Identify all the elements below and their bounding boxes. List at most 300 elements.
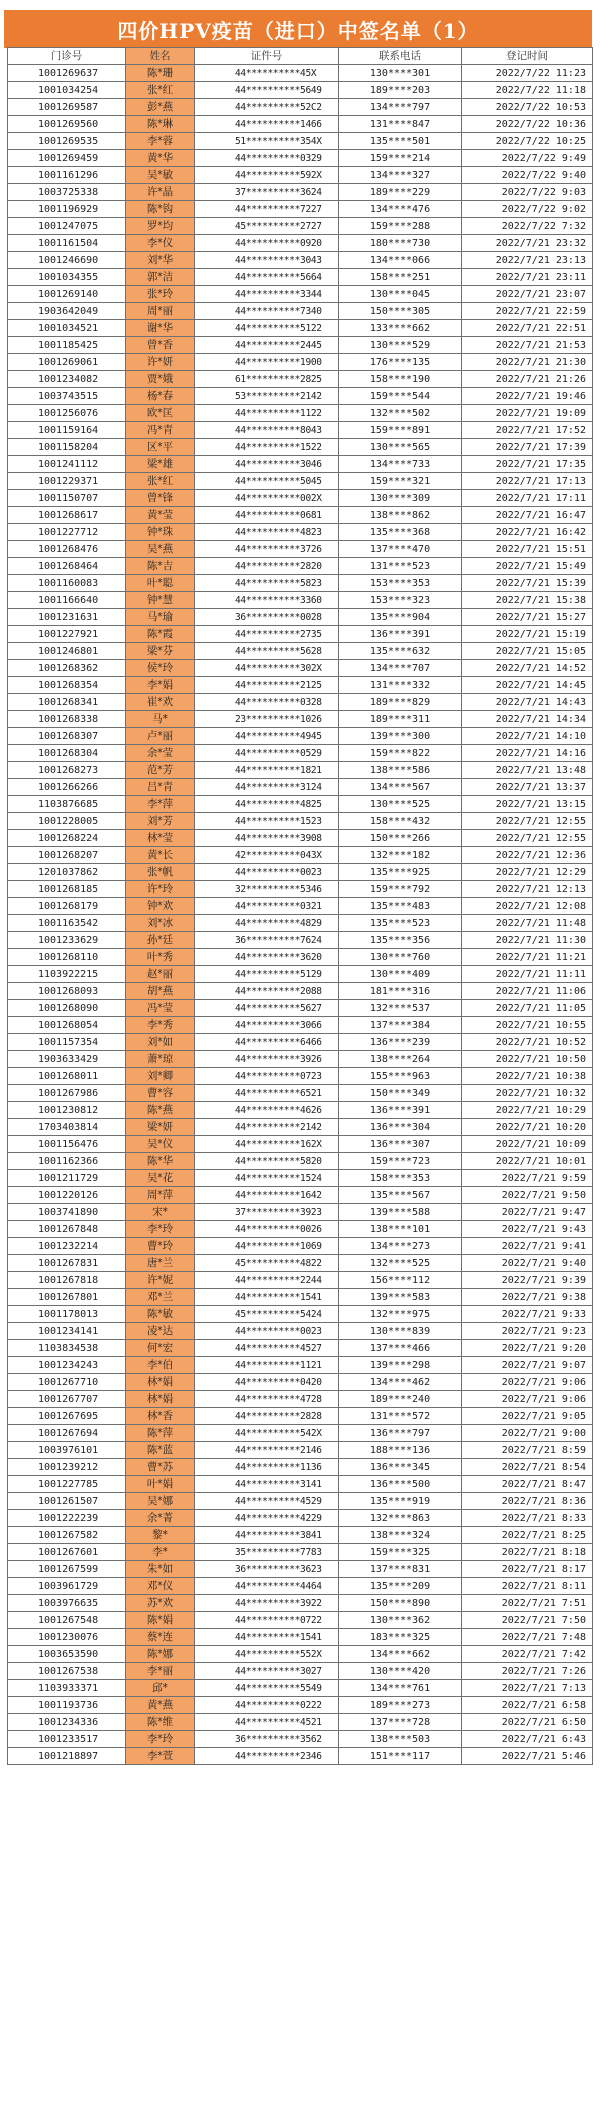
table-row — [8, 1068, 593, 1085]
table-row — [8, 82, 593, 99]
cell-id-no: 44**********3027 — [195, 1663, 339, 1680]
cell-phone: 131****572 — [339, 1408, 462, 1425]
cell-name: 吴*花 — [126, 1170, 195, 1187]
cell-phone: 159****288 — [339, 218, 462, 235]
cell-id-no: 44**********3922 — [195, 1595, 339, 1612]
cell-name: 邓*仪 — [126, 1578, 195, 1595]
cell-reg-time: 2022/7/21 8:11 — [462, 1578, 593, 1595]
cell-name: 黎* — [126, 1527, 195, 1544]
cell-reg-time: 2022/7/21 12:55 — [462, 813, 593, 830]
cell-id-no: 36**********3562 — [195, 1731, 339, 1748]
cell-clinic-no: 1903633429 — [8, 1051, 126, 1068]
cell-phone: 153****323 — [339, 592, 462, 609]
cell-name: 刘*如 — [126, 1034, 195, 1051]
cell-id-no: 44**********3066 — [195, 1017, 339, 1034]
cell-reg-time: 2022/7/21 9:50 — [462, 1187, 593, 1204]
cell-clinic-no: 1001247075 — [8, 218, 126, 235]
cell-clinic-no: 1001246690 — [8, 252, 126, 269]
cell-clinic-no: 1003653590 — [8, 1646, 126, 1663]
cell-reg-time: 2022/7/21 23:32 — [462, 235, 593, 252]
cell-clinic-no: 1001269535 — [8, 133, 126, 150]
header-reg-time: 登记时间 — [462, 48, 593, 65]
cell-reg-time: 2022/7/21 10:50 — [462, 1051, 593, 1068]
cell-id-no: 37**********3923 — [195, 1204, 339, 1221]
cell-reg-time: 2022/7/21 11:30 — [462, 932, 593, 949]
cell-clinic-no: 1001268307 — [8, 728, 126, 745]
cell-phone: 151****117 — [339, 1748, 462, 1765]
cell-name: 黄*华 — [126, 150, 195, 167]
cell-clinic-no: 1001268338 — [8, 711, 126, 728]
cell-id-no: 44**********0420 — [195, 1374, 339, 1391]
cell-phone: 135****483 — [339, 898, 462, 915]
cell-name: 崔*欢 — [126, 694, 195, 711]
cell-clinic-no: 1001267538 — [8, 1663, 126, 1680]
cell-clinic-no: 1001239212 — [8, 1459, 126, 1476]
cell-reg-time: 2022/7/22 10:53 — [462, 99, 593, 116]
cell-name: 谢*华 — [126, 320, 195, 337]
table-row — [8, 1731, 593, 1748]
cell-reg-time: 2022/7/21 17:39 — [462, 439, 593, 456]
cell-phone: 189****240 — [339, 1391, 462, 1408]
cell-id-no: 44**********4521 — [195, 1714, 339, 1731]
cell-name: 朱*如 — [126, 1561, 195, 1578]
cell-id-no: 51**********354X — [195, 133, 339, 150]
cell-phone: 134****476 — [339, 201, 462, 218]
cell-reg-time: 2022/7/21 9:40 — [462, 1255, 593, 1272]
cell-clinic-no: 1001232214 — [8, 1238, 126, 1255]
cell-name: 陈*吉 — [126, 558, 195, 575]
table-row — [8, 473, 593, 490]
table-row — [8, 881, 593, 898]
cell-name: 蔡*连 — [126, 1629, 195, 1646]
cell-phone: 136****500 — [339, 1476, 462, 1493]
cell-name: 李*玲 — [126, 1221, 195, 1238]
cell-clinic-no: 1001268093 — [8, 983, 126, 1000]
cell-phone: 159****822 — [339, 745, 462, 762]
cell-id-no: 23**********1026 — [195, 711, 339, 728]
cell-clinic-no: 1001160083 — [8, 575, 126, 592]
cell-reg-time: 2022/7/21 10:09 — [462, 1136, 593, 1153]
cell-phone: 159****891 — [339, 422, 462, 439]
cell-name: 周*丽 — [126, 303, 195, 320]
cell-id-no: 44**********3841 — [195, 1527, 339, 1544]
cell-phone: 176****135 — [339, 354, 462, 371]
cell-id-no: 44**********5628 — [195, 643, 339, 660]
table-row — [8, 660, 593, 677]
cell-name: 黄*长 — [126, 847, 195, 864]
cell-reg-time: 2022/7/21 11:05 — [462, 1000, 593, 1017]
cell-clinic-no: 1001227921 — [8, 626, 126, 643]
cell-phone: 130****301 — [339, 65, 462, 82]
table-row — [8, 99, 593, 116]
cell-phone: 136****307 — [339, 1136, 462, 1153]
cell-id-no: 44**********45X — [195, 65, 339, 82]
cell-clinic-no: 1001261507 — [8, 1493, 126, 1510]
cell-phone: 138****586 — [339, 762, 462, 779]
cell-reg-time: 2022/7/21 9:41 — [462, 1238, 593, 1255]
cell-id-no: 44**********4626 — [195, 1102, 339, 1119]
cell-id-no: 42**********043X — [195, 847, 339, 864]
cell-name: 林*莹 — [126, 830, 195, 847]
cell-name: 李*仪 — [126, 235, 195, 252]
cell-id-no: 44**********1900 — [195, 354, 339, 371]
cell-phone: 133****662 — [339, 320, 462, 337]
cell-phone: 130****565 — [339, 439, 462, 456]
cell-phone: 139****300 — [339, 728, 462, 745]
cell-id-no: 45**********2727 — [195, 218, 339, 235]
cell-name: 邱* — [126, 1680, 195, 1697]
cell-reg-time: 2022/7/21 10:29 — [462, 1102, 593, 1119]
cell-phone: 139****298 — [339, 1357, 462, 1374]
cell-reg-time: 2022/7/21 14:52 — [462, 660, 593, 677]
cell-clinic-no: 1103876685 — [8, 796, 126, 813]
cell-phone: 158****353 — [339, 1170, 462, 1187]
cell-clinic-no: 1001230076 — [8, 1629, 126, 1646]
cell-id-no: 45**********5424 — [195, 1306, 339, 1323]
cell-id-no: 44**********2820 — [195, 558, 339, 575]
table-row — [8, 286, 593, 303]
cell-phone: 134****462 — [339, 1374, 462, 1391]
cell-clinic-no: 1001268110 — [8, 949, 126, 966]
cell-phone: 138****101 — [339, 1221, 462, 1238]
table-row — [8, 1629, 593, 1646]
cell-name: 李* — [126, 1544, 195, 1561]
cell-id-no: 44**********302X — [195, 660, 339, 677]
table-row — [8, 830, 593, 847]
table-header-row — [8, 48, 593, 65]
cell-name: 吴*燕 — [126, 541, 195, 558]
cell-phone: 132****863 — [339, 1510, 462, 1527]
cell-phone: 134****327 — [339, 167, 462, 184]
cell-name: 区*平 — [126, 439, 195, 456]
cell-reg-time: 2022/7/21 11:21 — [462, 949, 593, 966]
table-row — [8, 847, 593, 864]
cell-id-no: 61**********2825 — [195, 371, 339, 388]
cell-name: 陈*燕 — [126, 1102, 195, 1119]
cell-phone: 134****066 — [339, 252, 462, 269]
cell-id-no: 44**********0722 — [195, 1612, 339, 1629]
cell-id-no: 44**********3926 — [195, 1051, 339, 1068]
cell-id-no: 44**********2125 — [195, 677, 339, 694]
cell-clinic-no: 1001266266 — [8, 779, 126, 796]
cell-name: 罗*均 — [126, 218, 195, 235]
table-row — [8, 439, 593, 456]
cell-reg-time: 2022/7/22 9:02 — [462, 201, 593, 218]
cell-reg-time: 2022/7/21 17:52 — [462, 422, 593, 439]
cell-name: 宋* — [126, 1204, 195, 1221]
cell-phone: 130****529 — [339, 337, 462, 354]
cell-reg-time: 2022/7/21 9:47 — [462, 1204, 593, 1221]
cell-id-no: 44**********3043 — [195, 252, 339, 269]
cell-phone: 135****368 — [339, 524, 462, 541]
cell-phone: 134****761 — [339, 1680, 462, 1697]
cell-clinic-no: 1001269560 — [8, 116, 126, 133]
header-clinic-no: 门诊号 — [8, 48, 126, 65]
cell-clinic-no: 1201037862 — [8, 864, 126, 881]
table-row — [8, 371, 593, 388]
cell-reg-time: 2022/7/21 9:33 — [462, 1306, 593, 1323]
cell-clinic-no: 1001268464 — [8, 558, 126, 575]
cell-name: 范*芳 — [126, 762, 195, 779]
cell-phone: 138****862 — [339, 507, 462, 524]
table-row — [8, 1221, 593, 1238]
cell-clinic-no: 1003725338 — [8, 184, 126, 201]
cell-reg-time: 2022/7/21 7:48 — [462, 1629, 593, 1646]
table-row — [8, 1646, 593, 1663]
cell-clinic-no: 1001159164 — [8, 422, 126, 439]
cell-clinic-no: 1001268304 — [8, 745, 126, 762]
table-row — [8, 932, 593, 949]
cell-reg-time: 2022/7/21 9:23 — [462, 1323, 593, 1340]
cell-name: 马*瑜 — [126, 609, 195, 626]
cell-phone: 132****502 — [339, 405, 462, 422]
cell-id-no: 44**********0681 — [195, 507, 339, 524]
cell-phone: 135****925 — [339, 864, 462, 881]
table-row — [8, 65, 593, 82]
table-row — [8, 1000, 593, 1017]
table-row — [8, 1561, 593, 1578]
cell-id-no: 44**********5820 — [195, 1153, 339, 1170]
cell-name: 刘*芳 — [126, 813, 195, 830]
cell-phone: 189****311 — [339, 711, 462, 728]
cell-reg-time: 2022/7/22 9:49 — [462, 150, 593, 167]
table-row — [8, 558, 593, 575]
cell-id-no: 44**********1821 — [195, 762, 339, 779]
cell-clinic-no: 1001162366 — [8, 1153, 126, 1170]
cell-id-no: 35**********7783 — [195, 1544, 339, 1561]
cell-clinic-no: 1001163542 — [8, 915, 126, 932]
cell-name: 陈*蓝 — [126, 1442, 195, 1459]
cell-name: 李*玲 — [126, 1731, 195, 1748]
cell-name: 李*伯 — [126, 1357, 195, 1374]
cell-reg-time: 2022/7/21 14:34 — [462, 711, 593, 728]
cell-phone: 137****384 — [339, 1017, 462, 1034]
cell-clinic-no: 1001269140 — [8, 286, 126, 303]
cell-phone: 131****523 — [339, 558, 462, 575]
cell-clinic-no: 1001231631 — [8, 609, 126, 626]
cell-clinic-no: 1001034355 — [8, 269, 126, 286]
table-row — [8, 728, 593, 745]
cell-phone: 156****112 — [339, 1272, 462, 1289]
cell-phone: 159****723 — [339, 1153, 462, 1170]
cell-phone: 136****797 — [339, 1425, 462, 1442]
cell-name: 侯*玲 — [126, 660, 195, 677]
cell-phone: 139****583 — [339, 1289, 462, 1306]
cell-phone: 134****733 — [339, 456, 462, 473]
cell-name: 陈*霞 — [126, 626, 195, 643]
table-row — [8, 1697, 593, 1714]
cell-name: 杨*春 — [126, 388, 195, 405]
cell-reg-time: 2022/7/21 9:07 — [462, 1357, 593, 1374]
table-row — [8, 864, 593, 881]
cell-reg-time: 2022/7/21 15:38 — [462, 592, 593, 609]
cell-id-no: 44**********0529 — [195, 745, 339, 762]
cell-phone: 158****432 — [339, 813, 462, 830]
table-row — [8, 1459, 593, 1476]
cell-clinic-no: 1001156476 — [8, 1136, 126, 1153]
table-row — [8, 711, 593, 728]
cell-name: 梁*妍 — [126, 1119, 195, 1136]
cell-reg-time: 2022/7/21 21:53 — [462, 337, 593, 354]
cell-id-no: 44**********52C2 — [195, 99, 339, 116]
cell-reg-time: 2022/7/21 8:33 — [462, 1510, 593, 1527]
cell-reg-time: 2022/7/22 10:36 — [462, 116, 593, 133]
cell-name: 胡*燕 — [126, 983, 195, 1000]
cell-reg-time: 2022/7/21 10:01 — [462, 1153, 593, 1170]
cell-id-no: 44**********5649 — [195, 82, 339, 99]
cell-id-no: 36**********7624 — [195, 932, 339, 949]
cell-id-no: 44**********1122 — [195, 405, 339, 422]
table-row — [8, 1136, 593, 1153]
cell-id-no: 44**********4728 — [195, 1391, 339, 1408]
cell-reg-time: 2022/7/21 13:37 — [462, 779, 593, 796]
cell-reg-time: 2022/7/21 6:43 — [462, 1731, 593, 1748]
cell-clinic-no: 1103922215 — [8, 966, 126, 983]
cell-clinic-no: 1001267801 — [8, 1289, 126, 1306]
cell-reg-time: 2022/7/21 13:15 — [462, 796, 593, 813]
cell-id-no: 44**********2244 — [195, 1272, 339, 1289]
cell-clinic-no: 1001157354 — [8, 1034, 126, 1051]
cell-reg-time: 2022/7/21 17:35 — [462, 456, 593, 473]
cell-reg-time: 2022/7/21 12:13 — [462, 881, 593, 898]
header-phone: 联系电话 — [339, 48, 462, 65]
cell-phone: 130****525 — [339, 796, 462, 813]
cell-phone: 189****829 — [339, 694, 462, 711]
cell-phone: 132****525 — [339, 1255, 462, 1272]
table-row — [8, 915, 593, 932]
cell-phone: 138****264 — [339, 1051, 462, 1068]
cell-phone: 135****356 — [339, 932, 462, 949]
cell-clinic-no: 1001193736 — [8, 1697, 126, 1714]
table-row — [8, 762, 593, 779]
cell-reg-time: 2022/7/21 9:05 — [462, 1408, 593, 1425]
cell-clinic-no: 1001268090 — [8, 1000, 126, 1017]
cell-name: 邓*兰 — [126, 1289, 195, 1306]
cell-phone: 183****325 — [339, 1629, 462, 1646]
cell-reg-time: 2022/7/21 15:39 — [462, 575, 593, 592]
cell-id-no: 44**********1541 — [195, 1289, 339, 1306]
cell-clinic-no: 1001268224 — [8, 830, 126, 847]
cell-id-no: 44**********3726 — [195, 541, 339, 558]
table-row — [8, 269, 593, 286]
table-row — [8, 779, 593, 796]
table-row — [8, 1119, 593, 1136]
cell-name: 许*晶 — [126, 184, 195, 201]
cell-id-no: 44**********2445 — [195, 337, 339, 354]
cell-id-no: 44**********4945 — [195, 728, 339, 745]
cell-name: 陈*娟 — [126, 1612, 195, 1629]
cell-reg-time: 2022/7/21 9:43 — [462, 1221, 593, 1238]
cell-id-no: 44**********6466 — [195, 1034, 339, 1051]
cell-clinic-no: 1903642049 — [8, 303, 126, 320]
cell-clinic-no: 1001227712 — [8, 524, 126, 541]
table-row — [8, 167, 593, 184]
table-row — [8, 1187, 593, 1204]
table-row — [8, 1510, 593, 1527]
cell-name: 苏*欢 — [126, 1595, 195, 1612]
table-row — [8, 1578, 593, 1595]
cell-phone: 135****567 — [339, 1187, 462, 1204]
cell-clinic-no: 1103834538 — [8, 1340, 126, 1357]
cell-phone: 189****203 — [339, 82, 462, 99]
cell-id-no: 44**********2146 — [195, 1442, 339, 1459]
table-row — [8, 1153, 593, 1170]
cell-reg-time: 2022/7/21 23:07 — [462, 286, 593, 303]
cell-phone: 181****316 — [339, 983, 462, 1000]
cell-clinic-no: 1003961729 — [8, 1578, 126, 1595]
cell-reg-time: 2022/7/21 8:59 — [462, 1442, 593, 1459]
table-row — [8, 1272, 593, 1289]
cell-id-no: 44**********2735 — [195, 626, 339, 643]
cell-phone: 132****182 — [339, 847, 462, 864]
cell-name: 陈*敏 — [126, 1306, 195, 1323]
cell-name: 陈*琳 — [126, 116, 195, 133]
cell-id-no: 44**********4527 — [195, 1340, 339, 1357]
cell-name: 吕*青 — [126, 779, 195, 796]
cell-name: 卢*丽 — [126, 728, 195, 745]
cell-clinic-no: 1001256076 — [8, 405, 126, 422]
cell-reg-time: 2022/7/21 15:49 — [462, 558, 593, 575]
cell-phone: 159****792 — [339, 881, 462, 898]
table-row — [8, 133, 593, 150]
table-row — [8, 694, 593, 711]
cell-id-no: 44**********2346 — [195, 1748, 339, 1765]
cell-clinic-no: 1001161504 — [8, 235, 126, 252]
cell-reg-time: 2022/7/22 11:18 — [462, 82, 593, 99]
cell-name: 李*丽 — [126, 1663, 195, 1680]
table-row — [8, 507, 593, 524]
table-row — [8, 1374, 593, 1391]
cell-clinic-no: 1001227785 — [8, 1476, 126, 1493]
cell-reg-time: 2022/7/21 23:11 — [462, 269, 593, 286]
cell-reg-time: 2022/7/21 15:51 — [462, 541, 593, 558]
cell-id-no: 45**********4822 — [195, 1255, 339, 1272]
cell-name: 李*娟 — [126, 677, 195, 694]
cell-id-no: 44**********5122 — [195, 320, 339, 337]
table-row — [8, 252, 593, 269]
cell-reg-time: 2022/7/21 9:39 — [462, 1272, 593, 1289]
cell-name: 钟*珠 — [126, 524, 195, 541]
cell-clinic-no: 1001222239 — [8, 1510, 126, 1527]
page-title: 四价HPV疫苗（进口）中签名单（1） — [4, 10, 592, 48]
cell-id-no: 44**********1466 — [195, 116, 339, 133]
cell-id-no: 44**********002X — [195, 490, 339, 507]
cell-reg-time: 2022/7/21 14:10 — [462, 728, 593, 745]
cell-name: 张*红 — [126, 473, 195, 490]
table-row — [8, 1085, 593, 1102]
cell-reg-time: 2022/7/21 9:38 — [462, 1289, 593, 1306]
cell-clinic-no: 1001166640 — [8, 592, 126, 609]
cell-id-no: 44**********3046 — [195, 456, 339, 473]
cell-id-no: 37**********3624 — [195, 184, 339, 201]
cell-clinic-no: 1001268185 — [8, 881, 126, 898]
cell-name: 李*秀 — [126, 1017, 195, 1034]
cell-phone: 158****190 — [339, 371, 462, 388]
cell-name: 黄*莹 — [126, 507, 195, 524]
cell-name: 冯*莹 — [126, 1000, 195, 1017]
cell-clinic-no: 1001267694 — [8, 1425, 126, 1442]
cell-name: 张*红 — [126, 82, 195, 99]
table-row — [8, 1680, 593, 1697]
cell-name: 叶*聪 — [126, 575, 195, 592]
cell-reg-time: 2022/7/21 7:26 — [462, 1663, 593, 1680]
cell-phone: 132****537 — [339, 1000, 462, 1017]
cell-clinic-no: 1001268054 — [8, 1017, 126, 1034]
cell-id-no: 44**********1524 — [195, 1170, 339, 1187]
table-row — [8, 1442, 593, 1459]
cell-clinic-no: 1103933371 — [8, 1680, 126, 1697]
table-row — [8, 745, 593, 762]
